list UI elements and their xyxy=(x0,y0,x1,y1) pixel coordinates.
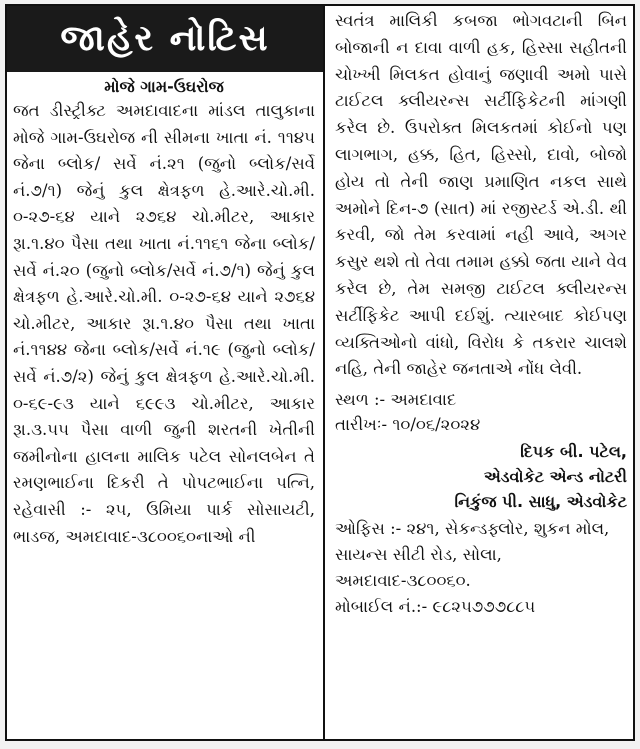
date-line: તારીખઃ- ૧૦/૦૬/૨૦૨૪ xyxy=(335,415,481,435)
claims-instructions: સ્વતંત્ર માલિકી કબજા ભોગવટાની બિન બોજાની ન દાવા વાળી હક, હિસ્સા સહીતની ચોખ્ખી મિલકત હોવાનું જણાવી અમો પાસે ટાઈટલ ક્લીયરન્સ સર્ટીફિકેટની માંગણી કરેલ છે. ઉપરોક્ત મિલકતમાં કોઈનો પણ લાગભાગ, હક્ક, હિત, હિસ્સો, દાવો, બોજો હોય તો તેની જાણ પ્રમાણિત નકલ સાથે અમોને દિન-૭ (સાત) માં રજીસ્ટર્ડ એ.ડી. થી કરવી, જો તેમ કરવામાં નહી આવે, અગર કસુર થશે તો તેવા તમામ હક્કો જતા યાને વેવ કરેલ છે, તેમ સમજી ટાઈટલ ક્લીયરન્સ સર્ટીફિકેટ આપી દઈશું. ત્યારબાદ કોઈપણ વ્યક્તિઓનો વાંધો, વિરોધ કે તકરાર ચાલશે નહિ, તેની જાહેર જનતાએ નોંધ લેવી. xyxy=(335,11,627,379)
place-line: સ્થળ :- અમદાવાદ xyxy=(335,390,457,410)
second-signatory: નિકુંજ પી. સાધુ, એડવોકેટ xyxy=(454,492,627,512)
signatory-role: એડવોકેટ એન્ડ નોટરી xyxy=(483,467,627,487)
left-column xyxy=(7,6,323,739)
public-notice xyxy=(5,4,635,741)
right-column xyxy=(325,6,633,739)
office-address: ઓફિસ :- ૨૪૧, સેકન્ડફ્લોર, શુકન મોલ, સાયન્સ સીટી રોડ, સોલા, અમદાવાદ-૩૮૦૦૬૦. xyxy=(335,519,610,591)
village-subheading: મોજે ગામ-ઉઘરોજ xyxy=(104,77,224,96)
signatory-name: દિપક બી. પટેલ, xyxy=(520,442,627,462)
notice-title: જાહેર નોટિસ xyxy=(7,6,323,72)
mobile-number: મોબાઈલ નં.:- ૯૮૨૫૭૭૭૮૮૫ xyxy=(335,597,536,617)
property-description: જત ડીસ્ટ્રીક્ટ અમદાવાદના માંડલ તાલુકાના મોજે ગામ-ઉઘરોજ ની સીમના ખાતા નં. ૧૧૪૫ જેના બ્લોક/ સર્વે નં.૨૧ (જુનો બ્લોક/સર્વે નં.૭/૧) જેનું કુલ ક્ષેત્રફળ હે.આરે.ચો.મી. ૦-૨૭-૬૪ યાને ૨૭૬૪ ચો.મીટર, આકાર રૂા.૧.૪૦ પૈસા તથા ખાતા નં.૧૧૬૧ જેના બ્લોક/સર્વે નં.૨૦ (જુનો બ્લોક/સર્વે નં.૭/૧) જેનું કુલ ક્ષેત્રફળ હે.આરે.ચો.મી. ૦-૨૭-૬૪ યાને ૨૭૬૪ ચો.મીટર, આકાર રૂા.૧.૪૦ પૈસા તથા ખાતા નં.૧૧૪૪ જેના બ્લોક/સર્વે નં.૧૯ (જુનો બ્લોક/ સર્વે નં.૭/૨) જેનું કુલ ક્ષેત્રફળ હે.આરે.ચો.મી. ૦-૬૯-૯૩ યાને ૬૯૯૩ ચો.મીટર, આકાર રૂા.૩.૫૫ પૈસા વાળી જુની શરતની ખેતીની જમીનોના હાલના માલિક પટેલ સોનલબેન તે રમણભાઈના દિકરી તે પોપટભાઈના પત્નિ, રહેવાસી :- ૨૫, ઉમિયા પાર્ક સોસાયટી, ભાડજ, અમદાવાદ-૩૮૦૦૬૦નાઓ ની xyxy=(13,101,315,546)
